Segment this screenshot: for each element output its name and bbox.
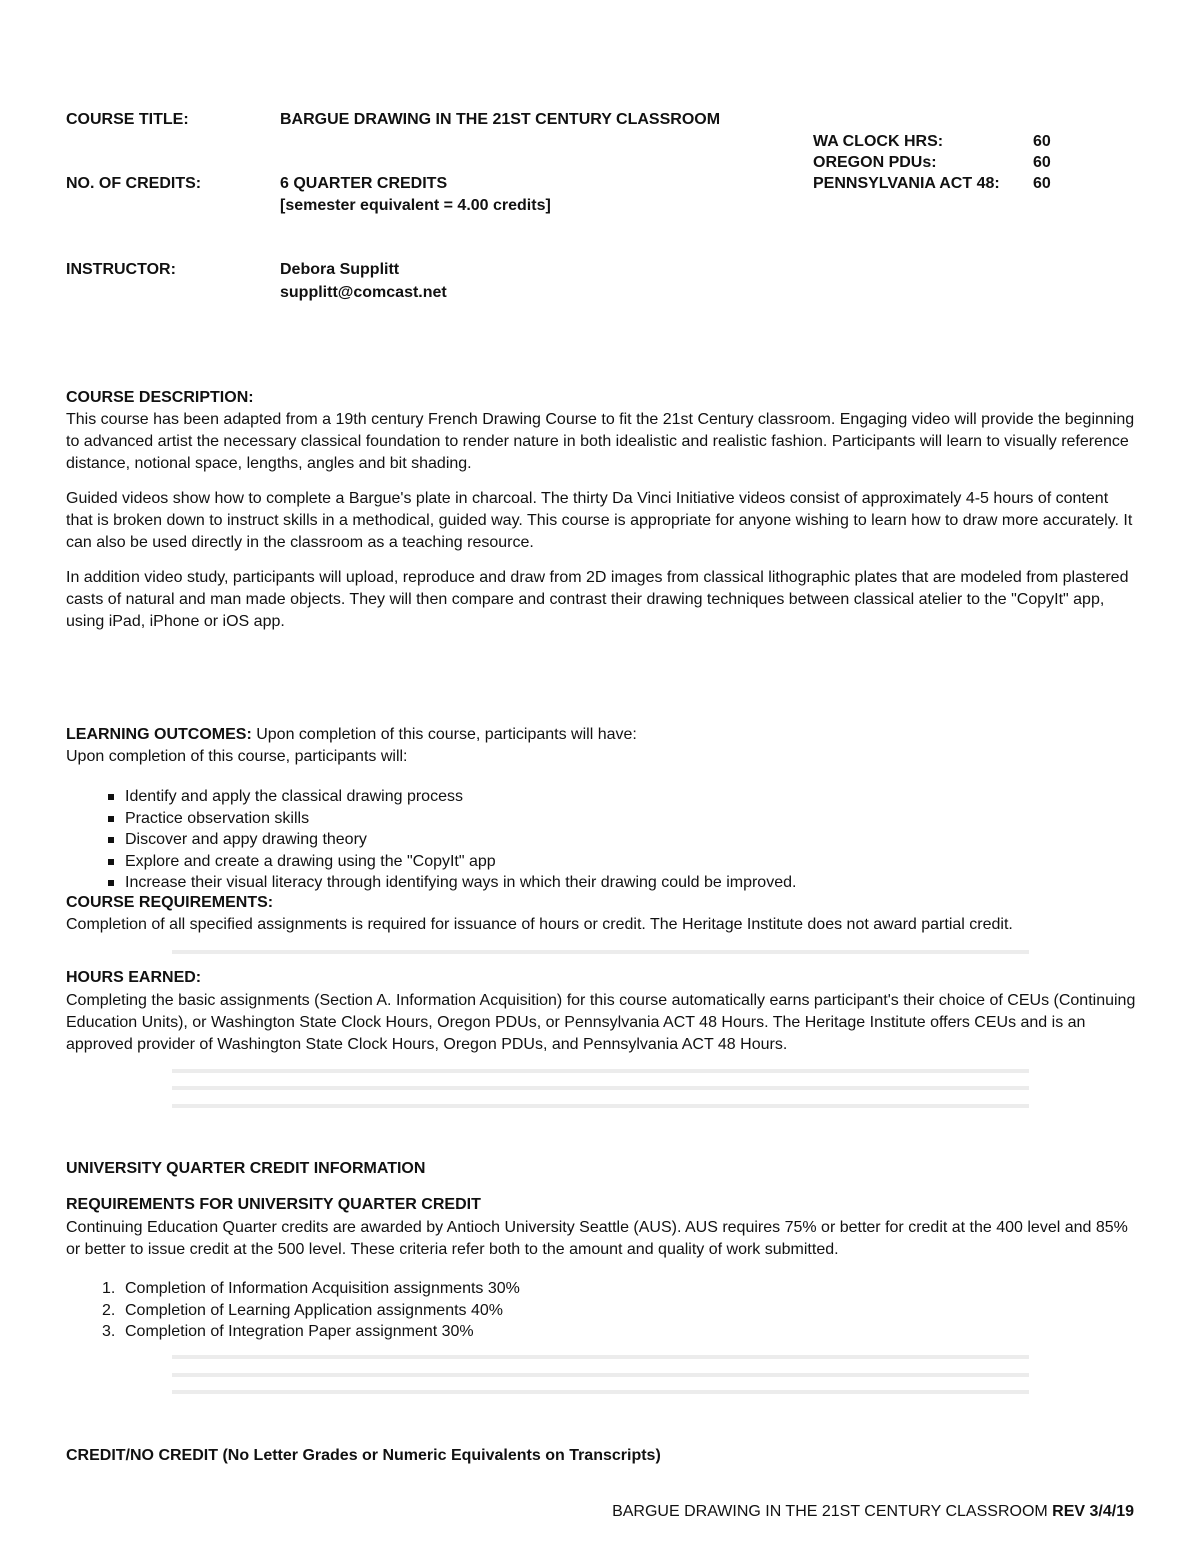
list-item: Explore and create a drawing using the "CopyIt" app xyxy=(66,851,796,873)
list-item xyxy=(66,1278,520,1300)
learning-outcomes-line xyxy=(66,726,637,744)
university-requirements-list xyxy=(66,1278,520,1343)
oregon-pdus-label: OREGON PDUs: xyxy=(813,154,937,171)
list-item: Increase their visual literacy through identifying ways in which their drawing could be improved. xyxy=(66,872,796,894)
learning-outcomes-intro: Upon completion of this course, participants will have: xyxy=(251,726,637,743)
pennsylvania-act48-value: 60 xyxy=(1033,175,1051,192)
instructor-name: Debora Supplitt xyxy=(280,261,400,278)
wa-clock-hrs-label: WA CLOCK HRS: xyxy=(813,133,944,150)
instructor-email: supplitt@comcast.net xyxy=(280,284,447,301)
hours-earned-heading: HOURS EARNED: xyxy=(66,969,202,986)
oregon-pdus-value: 60 xyxy=(1033,154,1051,171)
instructor-label: INSTRUCTOR: xyxy=(66,261,176,278)
list-item: Discover and appy drawing theory xyxy=(66,829,796,851)
footer-revision: REV 3/4/19 xyxy=(1052,1503,1134,1520)
list-item-number: 3. xyxy=(102,1323,116,1340)
divider xyxy=(172,1373,1029,1377)
divider xyxy=(172,1355,1029,1359)
pennsylvania-act48-label: PENNSYLVANIA ACT 48: xyxy=(813,175,1000,192)
course-requirements-text: Completion of all specified assignments is required for issuance of hours or credit. The Heritage Institute does not award partial credit. xyxy=(66,916,1013,933)
credits-label: NO. OF CREDITS: xyxy=(66,175,202,192)
list-item-number: 1. xyxy=(102,1280,116,1297)
hours-earned-text: Completing the basic assignments (Section A. Information Acquisition) for this course automatically earns participant's their choice of CEUs (Continuing Education Units), or Washington State Clock Hours, Oregon PDUs, or Pennsylvania ACT 48 Hours. The Heritage Institute offers CEUs and is an approved provider of Washington State Clock Hours, Oregon PDUs, and Pennsylvania ACT 48 Hours. xyxy=(66,992,1136,1053)
university-requirements-heading: REQUIREMENTS FOR UNIVERSITY QUARTER CREDIT xyxy=(66,1196,481,1213)
list-item-text: Completion of Learning Application assignments 40% xyxy=(125,1301,504,1319)
page-footer xyxy=(612,1503,1134,1521)
footer-title: BARGUE DRAWING IN THE 21ST CENTURY CLASSROOM xyxy=(612,1503,1048,1520)
divider xyxy=(172,1390,1029,1394)
credits-value: 6 QUARTER CREDITS xyxy=(280,175,448,192)
list-item-number: 2. xyxy=(102,1301,116,1319)
university-credit-heading: UNIVERSITY QUARTER CREDIT INFORMATION xyxy=(66,1160,426,1177)
course-title-label: COURSE TITLE: xyxy=(66,111,189,128)
list-item-text: Completion of Integration Paper assignment 30% xyxy=(125,1323,474,1340)
course-requirements-heading: COURSE REQUIREMENTS: xyxy=(66,894,274,911)
list-item: Identify and apply the classical drawing process xyxy=(66,786,796,808)
learning-outcomes-line2: Upon completion of this course, participants will: xyxy=(66,748,408,765)
description-paragraph-2: Guided videos show how to complete a Bargue's plate in charcoal. The thirty Da Vinci Initiative videos consist of approximately 4-5 hours of content that is broken down to instruct skills in a methodical, guided way. This course is appropriate for anyone wishing to learn how to draw more accurately. It can also be used directly in the classroom as a teaching resource. xyxy=(66,490,1133,551)
divider xyxy=(172,1069,1029,1073)
description-paragraph-3: In addition video study, participants will upload, reproduce and draw from 2D images from classical lithographic plates that are modeled from plastered casts of natural and man made objects. They will then compare and contrast their drawing techniques between classical atelier to the "CopyIt" app, using iPad, iPhone or iOS app. xyxy=(66,569,1129,630)
course-description-heading: COURSE DESCRIPTION: xyxy=(66,389,254,406)
credit-no-credit-note: CREDIT/NO CREDIT (No Letter Grades or Numeric Equivalents on Transcripts) xyxy=(66,1447,661,1464)
university-requirements-text: Continuing Education Quarter credits are awarded by Antioch University Seattle (AUS). AUS requires 75% or better for credit at the 400 level and 85% or better to issue credit at the 500 level. These criteria refer both to the amount and quality of work submitted. xyxy=(66,1219,1128,1258)
semester-equivalent: [semester equivalent = 4.00 credits] xyxy=(280,197,551,214)
list-item xyxy=(66,1321,520,1343)
course-title: BARGUE DRAWING IN THE 21ST CENTURY CLASSROOM xyxy=(280,111,721,128)
learning-outcomes-heading: LEARNING OUTCOMES: xyxy=(66,726,252,743)
list-item-text: Completion of Information Acquisition assignments 30% xyxy=(125,1280,520,1297)
list-item: Practice observation skills xyxy=(66,808,796,830)
divider xyxy=(172,950,1029,954)
wa-clock-hrs-value: 60 xyxy=(1033,133,1051,150)
learning-outcomes-list xyxy=(66,786,796,894)
divider xyxy=(172,1086,1029,1090)
divider xyxy=(172,1104,1029,1108)
description-paragraph-1: This course has been adapted from a 19th century French Drawing Course to fit the 21st Century classroom. Engaging video will provide the beginning to advanced artist the necessary classical foundation to render nature in both idealistic and realistic fashion. Participants will learn to visually reference distance, notional space, lengths, angles and bit shading. xyxy=(66,411,1135,472)
list-item xyxy=(66,1300,520,1322)
